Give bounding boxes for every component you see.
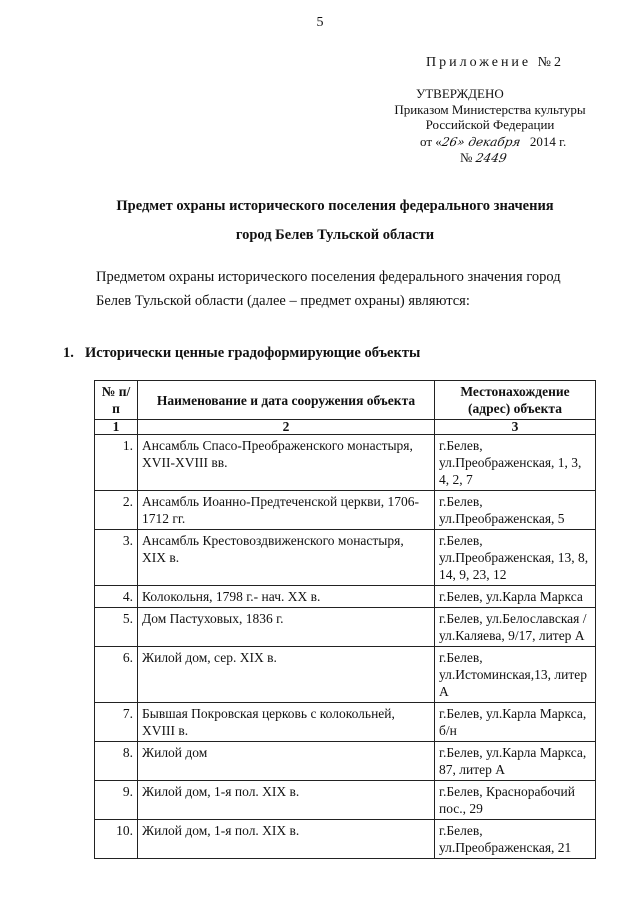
row-name: Бывшая Покровская церковь с колокольней, XVIII в.	[138, 703, 435, 742]
appendix-label: Приложение №2	[426, 55, 564, 70]
section-title: Исторически ценные градоформирующие объекты	[85, 345, 421, 361]
row-name: Жилой дом	[138, 742, 435, 781]
approval-date-year: 2014 г.	[529, 134, 567, 149]
row-address: г.Белев, ул.Преображенская, 21	[435, 820, 596, 859]
row-name: Жилой дом, 1-я пол. XIX в.	[138, 820, 435, 859]
intro-line-2: Белев Тульской области (далее – предмет охраны) являются:	[96, 293, 470, 309]
row-number: 8.	[95, 742, 138, 781]
section-number: 1.	[63, 345, 74, 361]
row-number: 7.	[95, 703, 138, 742]
row-address: г.Белев, ул.Преображенская, 5	[435, 491, 596, 530]
table-row	[95, 647, 596, 703]
approval-date-prefix: от «	[420, 134, 442, 149]
document-title-line-2: город Белев Тульской области	[235, 227, 435, 243]
row-name: Дом Пастуховых, 1836 г.	[138, 608, 435, 647]
header-number: № п/п	[95, 381, 138, 420]
column-number-row	[95, 420, 596, 435]
section-heading	[63, 345, 420, 362]
row-name: Жилой дом, 1-я пол. XIX в.	[138, 781, 435, 820]
row-name: Колокольня, 1798 г.- нач. XX в.	[138, 586, 435, 608]
row-address: г.Белев, ул.Белославская / ул.Каляева, 9/17, литер А	[435, 608, 596, 647]
approval-number-handwritten: 2449	[474, 151, 508, 165]
row-number: 6.	[95, 647, 138, 703]
table-row	[95, 586, 596, 608]
approval-line-1: Приказом Министерства культуры	[394, 102, 586, 117]
row-name: Ансамбль Крестовоздвиженского монастыря, XIX в.	[138, 530, 435, 586]
row-address: г.Белев, Краснорабочий пос., 29	[435, 781, 596, 820]
row-address: г.Белев, ул.Карла Маркса, б/н	[435, 703, 596, 742]
table-row	[95, 435, 596, 491]
table-row	[95, 491, 596, 530]
table-header-row	[95, 381, 596, 420]
intro-line-1: Предметом охраны исторического поселения федерального значения город	[96, 269, 561, 285]
approval-order	[390, 102, 590, 132]
approval-stamp-title: УТВЕРЖДЕНО	[416, 86, 504, 101]
column-number-1: 1	[95, 420, 138, 435]
row-number: 9.	[95, 781, 138, 820]
row-number: 4.	[95, 586, 138, 608]
row-name: Ансамбль Спасо-Преображенского монастыря, XVII-XVIII вв.	[138, 435, 435, 491]
approval-date-handwritten: 26» декабря	[440, 135, 522, 149]
objects-table	[94, 380, 596, 859]
row-name: Ансамбль Иоанно-Предтеченской церкви, 1706-1712 гг.	[138, 491, 435, 530]
table-row	[95, 742, 596, 781]
table-row	[95, 608, 596, 647]
header-name: Наименование и дата сооружения объекта	[138, 381, 435, 420]
row-name: Жилой дом, сер. XIX в.	[138, 647, 435, 703]
row-number: 10.	[95, 820, 138, 859]
document-title-line-1: Предмет охраны исторического поселения федерального значения	[116, 198, 554, 214]
approval-number	[460, 150, 506, 166]
column-number-2: 2	[138, 420, 435, 435]
row-address: г.Белев, ул.Истоминская,13, литер А	[435, 647, 596, 703]
approval-line-2: Российской Федерации	[425, 117, 555, 132]
row-address: г.Белев, ул.Преображенская, 1, 3, 4, 2, 7	[435, 435, 596, 491]
header-address: Местонахождение (адрес) объекта	[435, 381, 596, 420]
table-row	[95, 530, 596, 586]
approval-number-prefix: №	[460, 150, 473, 165]
row-address: г.Белев, ул.Карла Маркса, 87, литер А	[435, 742, 596, 781]
table-row	[95, 820, 596, 859]
document-title	[70, 192, 600, 250]
row-number: 1.	[95, 435, 138, 491]
row-address: г.Белев, ул.Преображенская, 13, 8, 14, 9, 23, 12	[435, 530, 596, 586]
table-row	[95, 703, 596, 742]
table-row	[95, 781, 596, 820]
row-address: г.Белев, ул.Карла Маркса	[435, 586, 596, 608]
page-number: 5	[316, 15, 324, 30]
row-number: 5.	[95, 608, 138, 647]
row-number: 2.	[95, 491, 138, 530]
row-number: 3.	[95, 530, 138, 586]
column-number-3: 3	[435, 420, 596, 435]
approval-date	[420, 134, 566, 150]
